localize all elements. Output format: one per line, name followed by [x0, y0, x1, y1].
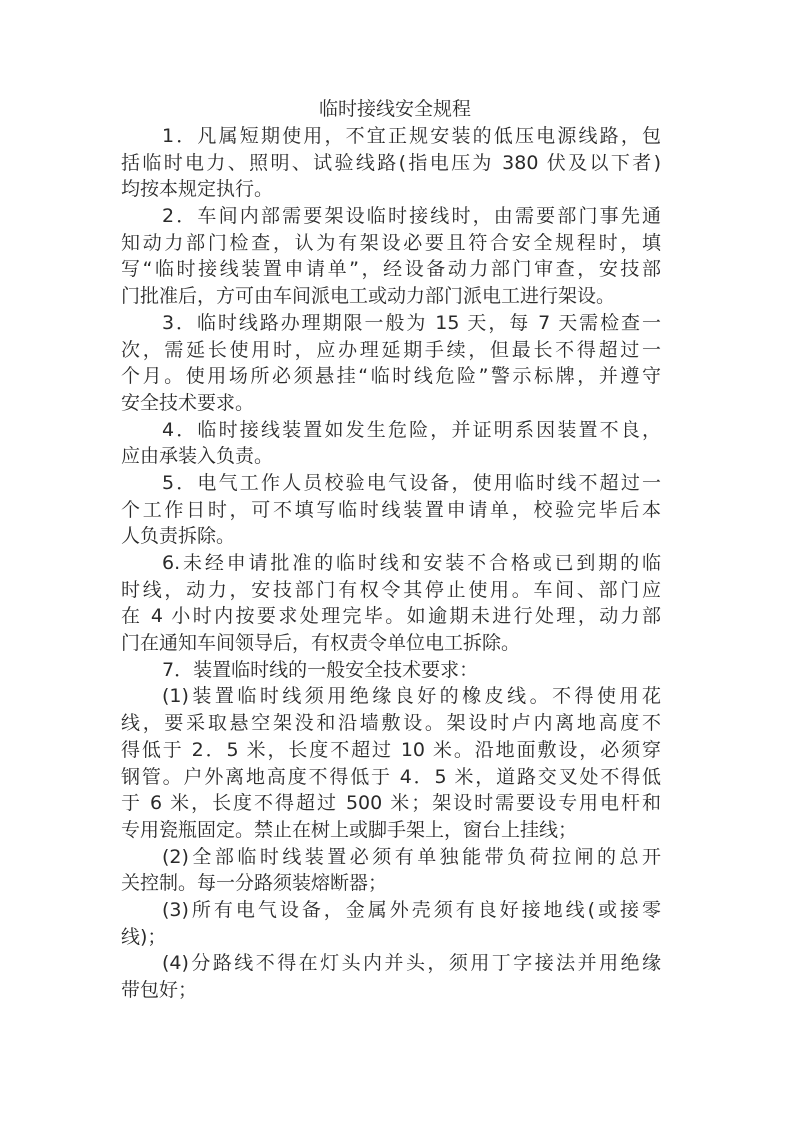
text-line: 2．车间内部需要架设临时接线时，由需要部门事先通	[162, 205, 661, 228]
text-line: 写“临时接线装置申请单”，经设备动力部门审查，安技部	[121, 258, 661, 281]
text-line: 个工作日时，可不填写临时线装置申请单，校验完毕后本	[121, 498, 661, 521]
text-line: (1)装置临时线须用绝缘良好的橡皮线。不得使用花	[162, 685, 661, 708]
text-line: 在 4 小时内按要求处理完毕。如逾期未进行处理，动力部	[121, 605, 661, 628]
paragraph	[121, 950, 661, 1003]
text-line: 门在通知车间领导后，有权责令单位电工拆除。	[121, 632, 521, 655]
paragraph	[121, 203, 661, 310]
text-line: 个月。使用场所必须悬挂“临时线危险”警示标牌，并遵守	[121, 365, 661, 388]
text-line: 括临时电力、照明、试验线路(指电压为 380 伏及以下者)	[121, 151, 661, 174]
text-line: 于 6 米，长度不得超过 500 米；架设时需要设专用电杆和	[121, 792, 661, 815]
text-line: 7．装置临时线的一般安全技术要求：	[162, 658, 479, 681]
paragraph	[121, 310, 661, 417]
text-line: 得低于 2．5 米，长度不超过 10 米。沿地面敷设，必须穿	[121, 738, 661, 761]
paragraph	[121, 550, 661, 657]
text-line: 4．临时接线装置如发生危险，并证明系因装置不良，	[162, 418, 661, 441]
text-line: 时线，动力，安技部门有权令其停止使用。车间、部门应	[121, 578, 661, 601]
document-title: 临时接线安全规程	[318, 98, 471, 120]
text-line: 3．临时线路办理期限一般为 15 天，每 7 天需检查一	[162, 311, 661, 334]
text-line: 人负责拆除。	[121, 525, 236, 548]
text-line: 次，需延长使用时，应办理延期手续，但最长不得超过一	[121, 338, 661, 361]
text-line: 安全技术要求。	[121, 391, 255, 414]
document-page	[121, 96, 661, 1004]
paragraph	[121, 897, 661, 950]
text-line: (2)全部临时线装置必须有单独能带负荷拉闸的总开	[162, 845, 661, 868]
text-line: 门批准后，方可由车间派电工或动力部门派电工进行架设。	[121, 285, 616, 308]
text-line: 专用瓷瓶固定。禁止在树上或脚手架上，窗台上挂线；	[121, 818, 578, 841]
text-line: 均按本规定执行。	[121, 178, 274, 201]
paragraph	[121, 123, 661, 203]
text-line: 钢管。户外离地高度不得低于 4．5 米，道路交叉处不得低	[121, 765, 661, 788]
text-line: 知动力部门检查，认为有架设必要且符合安全规程时，填	[121, 231, 661, 254]
paragraph	[121, 470, 661, 550]
text-line: 带包好；	[121, 979, 198, 1001]
document-body	[121, 123, 661, 1004]
text-line: 关控制。每一分路须装熔断器；	[121, 872, 388, 895]
text-line: 5．电气工作人员校验电气设备，使用临时线不超过一	[162, 471, 661, 494]
text-line: (3)所有电气设备，金属外壳须有良好接地线(或接零	[162, 898, 661, 921]
text-line: 线)；	[121, 925, 167, 948]
paragraph	[121, 417, 661, 470]
paragraph	[121, 844, 661, 897]
text-line: (4)分路线不得在灯头内并头，须用丁字接法并用绝缘	[162, 952, 661, 975]
paragraph	[121, 683, 661, 843]
text-line: 6.未经申请批准的临时线和安装不合格或已到期的临	[162, 552, 661, 574]
text-line: 线，要采取悬空架没和沿墙敷设。架设时卢内离地高度不	[121, 712, 661, 735]
paragraph	[121, 657, 661, 684]
text-line: 应由承装入负责。	[121, 445, 274, 468]
text-line: 1．凡属短期使用，不宜正规安装的低压电源线路，包	[162, 125, 661, 147]
